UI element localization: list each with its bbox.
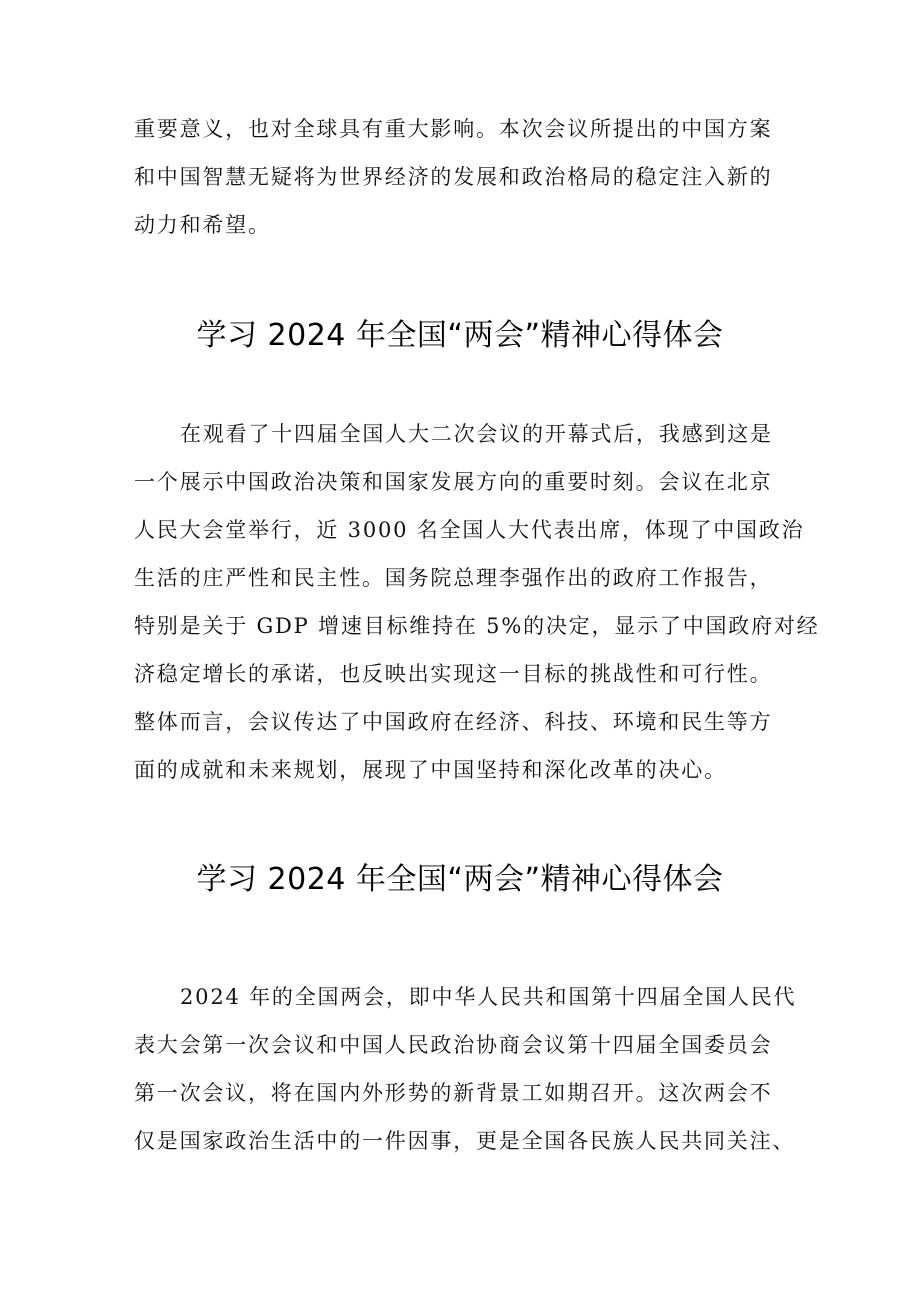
section-1-paragraph-line-7: 整体而言，会议传达了中国政府在经济、科技、环境和民生等方 [134, 710, 773, 734]
section-2-paragraph-line-1: 2024 年的全国两会，即中华人民共和国第十四届全国人民代 [180, 985, 797, 1009]
section-2-paragraph-line-3: 第一次会议，将在国内外形势的新背景工如期召开。这次两会不 [134, 1081, 773, 1105]
intro-paragraph-line-2: 和中国智慧无疑将为世界经济的发展和政治格局的稳定注入新的 [134, 165, 773, 189]
section-2-heading: 学习 2024 年全国“两会”精神心得体会 [196, 862, 724, 897]
section-1-paragraph-line-1: 在观看了十四届全国人大二次会议的开幕式后，我感到这是 [180, 422, 773, 446]
section-1-paragraph-line-4: 生活的庄严性和民主性。国务院总理李强作出的政府工作报告， [134, 566, 773, 590]
section-1-paragraph-line-6: 济稳定增长的承诺，也反映出实现这一目标的挑战性和可行性。 [134, 662, 773, 686]
section-1-paragraph-line-5: 特别是关于 GDP 增速目标维持在 5%的决定，显示了中国政府对经 [134, 614, 820, 638]
section-2-paragraph-line-2: 表大会第一次会议和中国人民政治协商会议第十四届全国委员会 [134, 1033, 773, 1057]
section-1-paragraph-line-8: 面的成就和未来规划，展现了中国坚持和深化改革的决心。 [134, 758, 727, 782]
intro-paragraph-line-1: 重要意义，也对全球具有重大影响。本次会议所提出的中国方案 [134, 117, 773, 141]
section-1-paragraph-line-2: 一个展示中国政治决策和国家发展方向的重要时刻。会议在北京 [134, 470, 773, 494]
section-1-heading: 学习 2024 年全国“两会”精神心得体会 [196, 318, 724, 353]
section-2-paragraph-line-4: 仅是国家政治生活中的一件因事，更是全国各民族人民共同关注、 [134, 1129, 796, 1153]
section-1-paragraph-line-3: 人民大会堂举行，近 3000 名全国人大代表出席，体现了中国政治 [134, 518, 805, 542]
intro-paragraph-line-3: 动力和希望。 [134, 213, 271, 237]
